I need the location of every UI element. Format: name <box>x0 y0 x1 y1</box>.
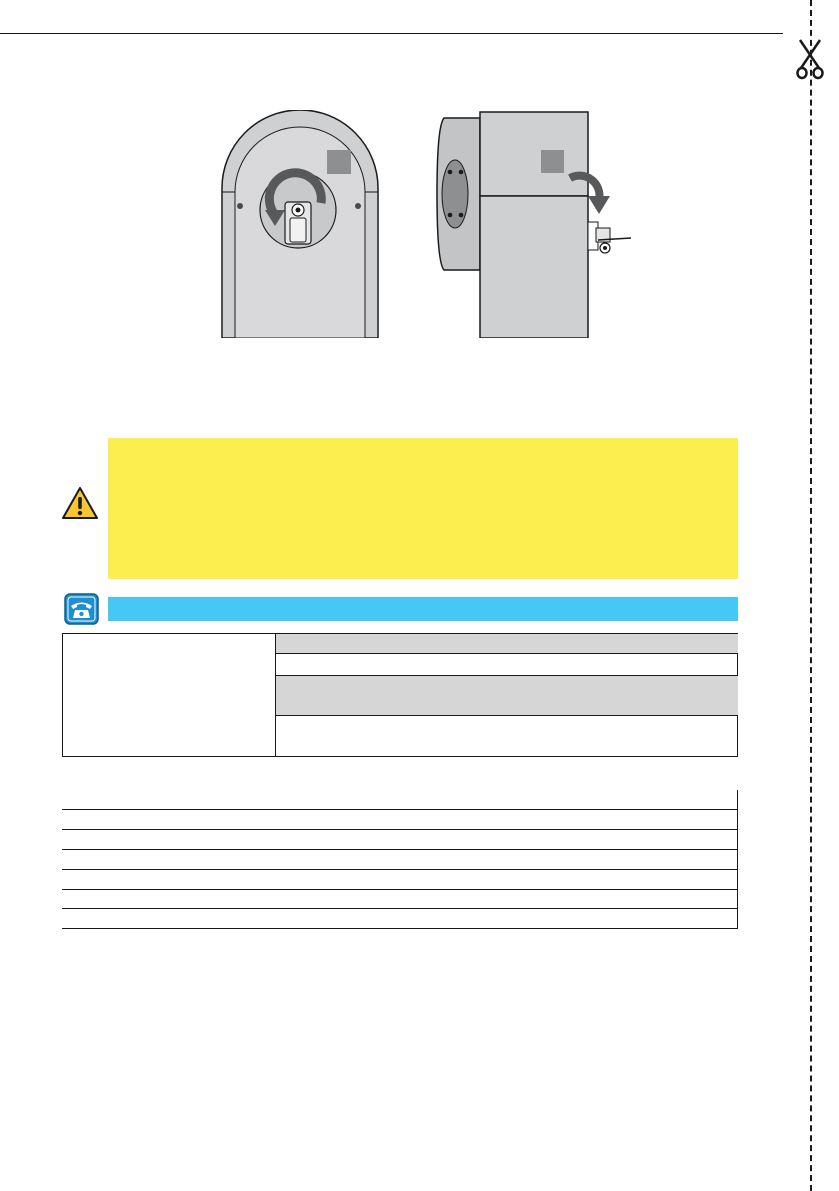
telephone-icon <box>64 593 99 625</box>
notes-line <box>62 869 738 870</box>
contact-row <box>276 654 738 676</box>
curved-down-arrow <box>588 196 610 214</box>
notes-line <box>62 829 738 830</box>
scissors-icon <box>794 38 826 80</box>
header-rule <box>0 33 783 34</box>
notes-line <box>62 908 738 909</box>
notes-line <box>62 849 738 850</box>
cut-guide-line <box>810 0 812 1191</box>
barrier-illustration <box>215 110 635 338</box>
assistance-heading-bar <box>108 597 738 621</box>
notes-line <box>62 928 738 929</box>
notes-lines <box>62 790 738 930</box>
warning-icon <box>61 486 99 520</box>
contact-row <box>276 716 738 756</box>
contact-row <box>276 676 738 716</box>
front-view <box>222 110 378 338</box>
installer-stamp-cell <box>62 633 276 757</box>
side-view <box>437 112 631 338</box>
warning-panel <box>108 438 738 579</box>
notes-line <box>62 889 738 890</box>
notes-line <box>62 809 738 810</box>
contact-row <box>276 634 738 654</box>
